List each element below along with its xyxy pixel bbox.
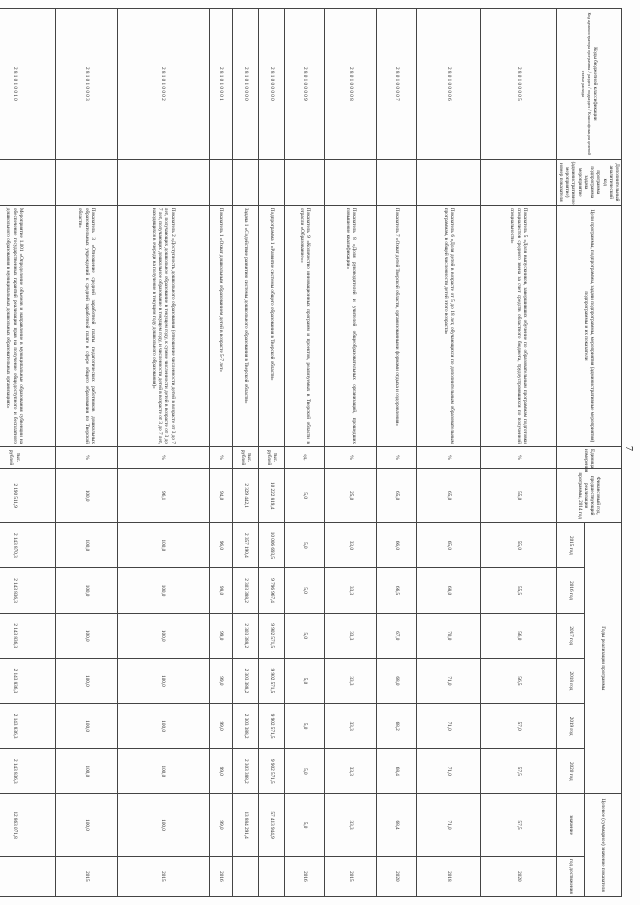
year-cell: 2 143 836,3 xyxy=(0,749,56,794)
year-cell: 5,0 xyxy=(285,658,325,703)
year-cell: 98,0 xyxy=(209,568,233,613)
year-cell: 68,0 xyxy=(377,658,417,703)
year-cell: 33,3 xyxy=(325,749,377,794)
year-cell: 5,0 xyxy=(285,704,325,749)
year-cell: 99,0 xyxy=(209,704,233,749)
year-cell: 99,0 xyxy=(209,658,233,703)
year-cell: 5,0 xyxy=(285,749,325,794)
sub-task: задача xyxy=(582,175,589,190)
unit-cell: тыс. рублей xyxy=(259,446,285,468)
name-cell: Показатель 8 «Доля руководителей и учителей общеобразовательных организаций, прошедших повышение квалификации» xyxy=(325,205,377,446)
year-cell: 9 796 967,4 xyxy=(259,568,285,613)
name-cell: Показатель 3 «Отношение средней заработной платы педагогических работников дошкольных образовательных учреждений к средней заработной плате в сфере общего образования по Тверской области» xyxy=(56,205,117,446)
year-cell: 71,0 xyxy=(417,749,481,794)
code-cell: 2 8 0 1 0 0 0 0 8 xyxy=(325,9,377,160)
final-cell: 68,4 xyxy=(377,794,417,856)
name-cell: Показатель 7 «Охват детей Тверской области, организованными формами отдыха и оздоровления» xyxy=(377,205,417,446)
year-cell: 71,0 xyxy=(417,658,481,703)
name-cell: Задача 1 «Содействие развитию системы дошкольного образования в Тверской области» xyxy=(233,205,259,446)
v2014-cell: 96,1 xyxy=(117,469,209,523)
year-cell: 66,5 xyxy=(377,568,417,613)
final-cell: 12 863 071,8 xyxy=(0,794,56,856)
year-cell: 2 303 388,2 xyxy=(233,749,259,794)
years-group-header: Годы реализации программы xyxy=(585,523,622,794)
final-cell: 13 884 291,4 xyxy=(233,794,259,856)
page-number: 7 xyxy=(623,446,634,451)
table-row xyxy=(233,9,259,897)
year-cell: 100,0 xyxy=(56,704,117,749)
dop-an-text: Дополнительный аналитический код xyxy=(601,163,620,202)
year-cell: 100,0 xyxy=(117,658,209,703)
year-cell: 100,0 xyxy=(56,613,117,658)
year-header: 2018 год xyxy=(556,658,585,703)
year-header: 2017 год xyxy=(556,613,585,658)
year-cell: 2 143 836,3 xyxy=(0,613,56,658)
final-cell: 100,0 xyxy=(56,794,117,856)
final-cell: 57 413 944,9 xyxy=(259,794,285,856)
name-cell: Мероприятие 1.001 «Определение объемов и направление в муниципальные образования субвенции на обеспечение государственных гарантий реализации прав на получение общедоступного и бесплатного дошкольного образования в муниципальных дошкольных образовательных организациях» xyxy=(0,205,56,446)
year-cell: 33,3 xyxy=(325,658,377,703)
table-row xyxy=(259,9,285,897)
name-header: Цели программы, подпрограммы, задачи подпрограммы, мероприятия (административные мероприятия) подпрограммы и их показатели xyxy=(556,205,621,446)
year-cell: 33,0 xyxy=(325,523,377,568)
year-cell: 9 902 571,5 xyxy=(259,613,285,658)
unit-cell: % xyxy=(56,446,117,468)
year-cell: 100,0 xyxy=(56,658,117,703)
v2014-cell: 55,0 xyxy=(481,469,557,523)
unit-cell: % xyxy=(417,446,481,468)
year-reach-cell xyxy=(0,856,56,896)
year-cell: 100,0 xyxy=(117,568,209,613)
year-cell: 55,0 xyxy=(481,523,557,568)
year-cell: 2 143 870,3 xyxy=(0,523,56,568)
table-row xyxy=(56,9,117,897)
unit-cell: % xyxy=(481,446,557,468)
code-cell: 2 8 0 1 0 0 0 0 7 xyxy=(377,9,417,160)
kbk-header-text: Коды бюджетной классификации xyxy=(592,47,599,121)
unit-cell: % xyxy=(377,446,417,468)
code-cell: 2 8 1 0 1 0 0 0 1 xyxy=(209,9,233,160)
v2014-cell: 2 190 511,9 xyxy=(0,469,56,523)
final-cell: 99,0 xyxy=(209,794,233,856)
year-reach-cell: 2016 xyxy=(285,856,325,896)
year-cell: 2 143 836,3 xyxy=(0,704,56,749)
year-reach-cell xyxy=(259,856,285,896)
table-row xyxy=(117,9,209,897)
name-cell: Показатель 6 «Доля детей в возрасте от 5 до 18 лет, обучающихся по дополнительным образовательным программам, в общей численности детей этого возраста» xyxy=(417,205,481,446)
year-header: 2015 год xyxy=(556,523,585,568)
year-cell: 71,0 xyxy=(417,704,481,749)
year-cell: 100,0 xyxy=(56,523,117,568)
year-cell: 100,0 xyxy=(117,704,209,749)
year-cell: 10 006 693,5 xyxy=(259,523,285,568)
year-cell: 33,3 xyxy=(325,613,377,658)
year-cell: 100,0 xyxy=(117,613,209,658)
year-cell: 2 357 190,4 xyxy=(233,523,259,568)
name-cell: Показатель 9 «Количество инновационных программ и проектов, реализуемых в Тверской области в отрасли «Образование»» xyxy=(285,205,325,446)
year-header: 2016 год xyxy=(556,568,585,613)
year-reach-cell xyxy=(233,856,259,896)
year-cell: 57,0 xyxy=(481,704,557,749)
unit-cell: % xyxy=(117,446,209,468)
adm-code-header: Код администратора программы xyxy=(586,12,592,71)
v2014-cell: 65,0 xyxy=(377,469,417,523)
year-cell: 2 143 836,3 xyxy=(0,568,56,613)
final-cell: 71,0 xyxy=(417,794,481,856)
table-row xyxy=(209,9,233,897)
unit-header: Единица измерения xyxy=(556,446,621,468)
v2014-cell: 65,0 xyxy=(417,469,481,523)
sub-subprogram: подпрограмма xyxy=(589,166,596,199)
year-cell: 67,0 xyxy=(377,613,417,658)
unit-cell: тыс. рублей xyxy=(0,446,56,468)
dop-an-header xyxy=(556,159,621,205)
razdel-header: раздел xyxy=(586,74,592,86)
year-cell: 56,5 xyxy=(481,658,557,703)
code-cell: 2 8 1 0 0 0 0 0 0 xyxy=(259,9,285,160)
unit-cell: % xyxy=(325,446,377,468)
sub-measure: мероприятие (административное мероприятие) xyxy=(564,161,583,205)
v2014-cell: 25,0 xyxy=(325,469,377,523)
table-row xyxy=(377,9,417,897)
year-cell: 56,0 xyxy=(481,613,557,658)
final-group-header: Целевое (суммарное) значение показателя xyxy=(585,794,622,897)
unit-cell: ед. xyxy=(285,446,325,468)
year-cell: 100,0 xyxy=(117,523,209,568)
year-reach-cell: 2015 xyxy=(117,856,209,896)
final-cell: 100,0 xyxy=(117,794,209,856)
name-cell: Показатель 5 «Доля выпускников, завершивших обучение по образовательным программам подготовки специалистов среднего звена за счет средств областного бюджета, трудоустроившихся по полученной специальности» xyxy=(481,205,557,446)
table-row xyxy=(325,9,377,897)
year-cell: 33,3 xyxy=(325,568,377,613)
year-reach-cell: 2015 xyxy=(56,856,117,896)
year-cell: 68,2 xyxy=(377,704,417,749)
year-cell: 5,0 xyxy=(285,523,325,568)
name-cell: Показатель 2 «Доступность дошкольного образования (отношение численности детей в возрасте от 3 до 7 лет, получающих дошкольное образование в текущем году, к сумме численности детей в возрасте от 3 до 7 лет, получающих дошкольное образование в текущем году, и численности детей в возрасте от 3 до 7 лет, находящихся в очереди на получение в текущем году дошкольного образования)» xyxy=(117,205,209,446)
code-cell: 2 8 0 1 0 0 0 0 6 xyxy=(417,9,481,160)
year-cell: 55,5 xyxy=(481,568,557,613)
program-table-wrap xyxy=(6,8,622,897)
year-cell: 99,0 xyxy=(209,613,233,658)
year-header: 2020 год xyxy=(556,749,585,794)
year-cell: 66,0 xyxy=(377,523,417,568)
unit-cell: % xyxy=(209,446,233,468)
year-reach-header: год достижения xyxy=(556,856,585,896)
final-cell: 33,3 xyxy=(325,794,377,856)
year-cell: 5,0 xyxy=(285,568,325,613)
year-cell: 9 902 571,5 xyxy=(259,749,285,794)
year-cell: 96,0 xyxy=(209,523,233,568)
year-cell: 68,0 xyxy=(417,568,481,613)
code-cell: 2 8 0 1 0 0 0 0 9 xyxy=(285,9,325,160)
v2014-cell: 10 222 819,4 xyxy=(259,469,285,523)
year-cell: 2 303 388,2 xyxy=(233,704,259,749)
klass-header: Классификация целевой статьи расхода xyxy=(580,70,592,156)
year-cell: 33,3 xyxy=(325,704,377,749)
year-cell: 70,0 xyxy=(417,613,481,658)
year-cell: 57,5 xyxy=(481,749,557,794)
sub-program: программа xyxy=(595,170,602,195)
year-reach-cell: 2020 xyxy=(481,856,557,896)
year-cell: 2 143 836,3 xyxy=(0,658,56,703)
year-cell: 100,0 xyxy=(56,568,117,613)
table-row xyxy=(285,9,325,897)
program-table xyxy=(0,8,622,897)
podrazdel-header: подраздел xyxy=(586,89,592,108)
code-cell: 2 8 1 0 1 0 0 0 0 xyxy=(233,9,259,160)
year-cell: 99,0 xyxy=(209,749,233,794)
code-cell: 2 8 0 1 0 0 0 0 5 xyxy=(481,9,557,160)
year-header: 2019 год xyxy=(556,704,585,749)
year-reach-cell: 2016 xyxy=(209,856,233,896)
v2014-cell: 94,0 xyxy=(209,469,233,523)
final-cell: 5,0 xyxy=(285,794,325,856)
table-row xyxy=(481,9,557,897)
v2014-cell: 5,0 xyxy=(285,469,325,523)
sub-indicator: номер показателя xyxy=(557,162,564,202)
year-cell: 5,0 xyxy=(285,613,325,658)
year-cell: 100,0 xyxy=(117,749,209,794)
unit-cell: тыс. рублей xyxy=(233,446,259,468)
code-cell: 2 8 1 0 1 0 0 0 3 xyxy=(56,9,117,160)
final-cell: 57,5 xyxy=(481,794,557,856)
year-cell: 68,4 xyxy=(377,749,417,794)
year-cell: 2 303 388,2 xyxy=(233,658,259,703)
kbk-header: Коды бюджетной классификации Код администратора программы / раздел / подраздел / Классификация целевой статьи расхода xyxy=(556,9,621,160)
value-header: значение xyxy=(556,794,585,856)
code-cell: 2 8 1 0 1 0 0 1 0 xyxy=(0,9,56,160)
name-cell: Показатель 1 «Охват дошкольным образованием детей в возрасте 5-7 лет» xyxy=(209,205,233,446)
fin-2014-header: Финансовый год, предшествующий реализации программы, 2014 год xyxy=(556,469,621,523)
table-row xyxy=(417,9,481,897)
year-reach-cell: 2020 xyxy=(377,856,417,896)
year-cell: 2 303 388,2 xyxy=(233,568,259,613)
year-reach-cell: 2015 xyxy=(325,856,377,896)
year-cell: 100,0 xyxy=(56,749,117,794)
table-row xyxy=(0,9,56,897)
year-cell: 9 902 571,5 xyxy=(259,658,285,703)
v2014-cell: 2 329 442,1 xyxy=(233,469,259,523)
name-cell: Подпрограмма 1 «Развитие системы общего образования в Тверской области» xyxy=(259,205,285,446)
year-cell: 2 303 388,2 xyxy=(233,613,259,658)
v2014-cell: 100,0 xyxy=(56,469,117,523)
year-reach-cell: 2018 xyxy=(417,856,481,896)
code-cell: 2 8 1 0 1 0 0 0 2 xyxy=(117,9,209,160)
year-cell: 65,0 xyxy=(417,523,481,568)
year-cell: 9 902 571,5 xyxy=(259,704,285,749)
